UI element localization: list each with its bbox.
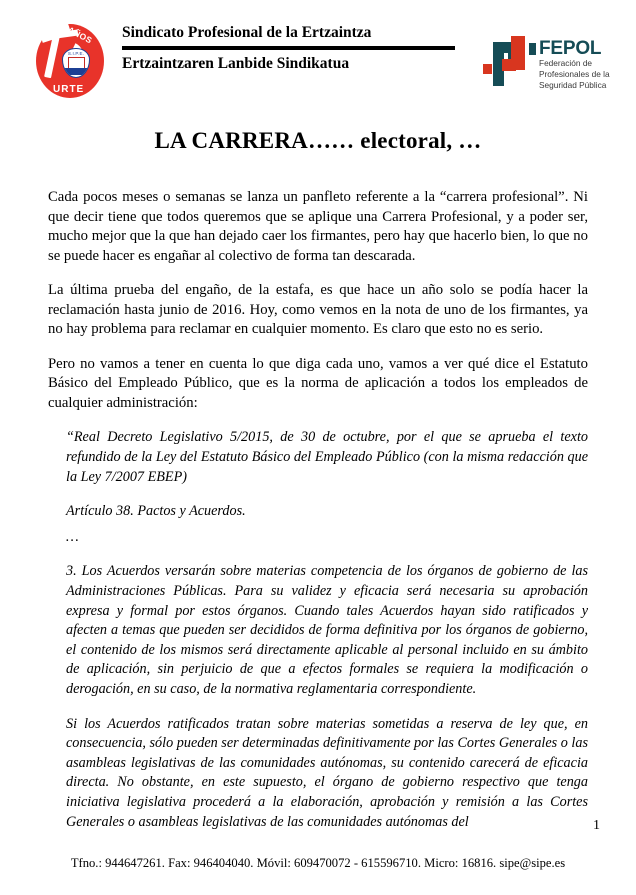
- quote-ellipsis: …: [66, 528, 79, 545]
- sipe-logo-anos-label: AÑOS: [66, 24, 94, 46]
- fepol-mark-red-square: [483, 64, 492, 74]
- body-paragraph: Cada pocos meses o semanas se lanza un panfleto referente a la “carrera profesional”. Ni que decir tiene que todos queremos que se aplique una Carrera Profesional, y a poder ser, mucho mejor que la que han dejado caer los firmantes, pero hay que hacerlo bien, lo que no se puede hacer es engañar al colectivo de forma tan descarada.: [48, 189, 588, 264]
- fepol-wordmark-square-icon: [529, 43, 536, 55]
- sipe-shield-band: [63, 68, 89, 75]
- header-divider-rule: [122, 46, 455, 50]
- fepol-wordmark-text: FEPOL: [539, 38, 602, 59]
- header-title-basque: Ertzaintzaren Lanbide Sindikatua: [122, 55, 350, 73]
- fepol-subtitle-line2: Profesionales de la: [539, 69, 610, 80]
- sipe-logo-urte-label: URTE: [53, 84, 85, 95]
- fepol-wordmark: [529, 38, 601, 60]
- document-title: LA CARRERA…… electoral, …: [154, 128, 482, 153]
- sipe-shield-text: S.I.P.E.: [67, 51, 85, 56]
- fepol-subtitle: [539, 58, 610, 91]
- quote-paragraph: 3. Los Acuerdos versarán sobre materias competencia de los órganos de gobierno de las Administraciones Públicas. Para su validez y eficacia será necesaria su aprobación expresa y formal por estos órganos. Cuando tales Acuerdos hayan sido ratificados y afecten a temas que pueden ser decididos de forma definitiva por los órganos de gobierno, el contenido de los mismos será directamente aplicable al personal incluido en su ámbito de aplicación, sin perjuicio de que a efectos formales se requiera la modificación o derogación, en su caso, de la normativa reglamentaria correspondiente.: [66, 563, 588, 697]
- fepol-logo: [483, 36, 633, 92]
- quote-paragraph: Si los Acuerdos ratificados tratan sobre materias sometidas a reserva de ley que, en consecuencia, sólo pueden ser determinadas definitivamente por las Cortes Generales o las asambleas legislativas de las comunidades autónomas, su contenido carecerá de eficacia directa. No obstante, en este supuesto, el órgano de gobierno respectivo que tenga iniciativa legislativa procederá a la elaboración, aprobación y remisión a las Cortes Generales o asambleas legislativas de las comunidades autónomas del: [66, 715, 588, 830]
- header-titles: [122, 24, 452, 72]
- quote-article-heading: Artículo 38. Pactos y Acuerdos.: [66, 503, 246, 520]
- quoted-legal-text: [48, 428, 588, 832]
- fepol-mark-red-arm: [502, 59, 516, 71]
- body-paragraph: La última prueba del engaño, de la estafa, es que hace un año solo se podía hacer la reclamación hasta junio de 2016. Hoy, como vemos en la nota de uno de los firmantes, ya no hay problema para reclamar en cualquier momento. Es claro que esto no es serio.: [48, 282, 588, 338]
- fepol-subtitle-line1: Federación de: [539, 58, 593, 68]
- page-number: 1: [593, 818, 600, 833]
- sipe-logo: [27, 18, 111, 106]
- sipe-shield-emblem: [62, 48, 90, 78]
- body-paragraph: Pero no vamos a tener en cuenta lo que diga cada uno, vamos a ver qué dice el Estatuto Básico del Empleado Público, que es la norma de aplicación a todos los empleados de cualquier administración:: [48, 355, 588, 411]
- fepol-logo-mark: [483, 36, 527, 86]
- quote-paragraph: “Real Decreto Legislativo 5/2015, de 30 de octubre, por el que se aprueba el texto refundido de la Ley del Estatuto Básico del Empleado Público (con la misma redacción que la Ley 7/2007 EBEP): [66, 429, 588, 485]
- fepol-subtitle-line3: Seguridad Pública: [539, 80, 607, 91]
- footer-contact-info: Tfno.: 944647261. Fax: 946404040. Móvil: 609470072 - 615596710. Micro: 16816. sipe@sipe.es: [70, 856, 566, 870]
- document-body: [48, 188, 588, 847]
- header-title-spanish: Sindicato Profesional de la Ertzaintza: [122, 24, 372, 41]
- document-header: [0, 10, 636, 110]
